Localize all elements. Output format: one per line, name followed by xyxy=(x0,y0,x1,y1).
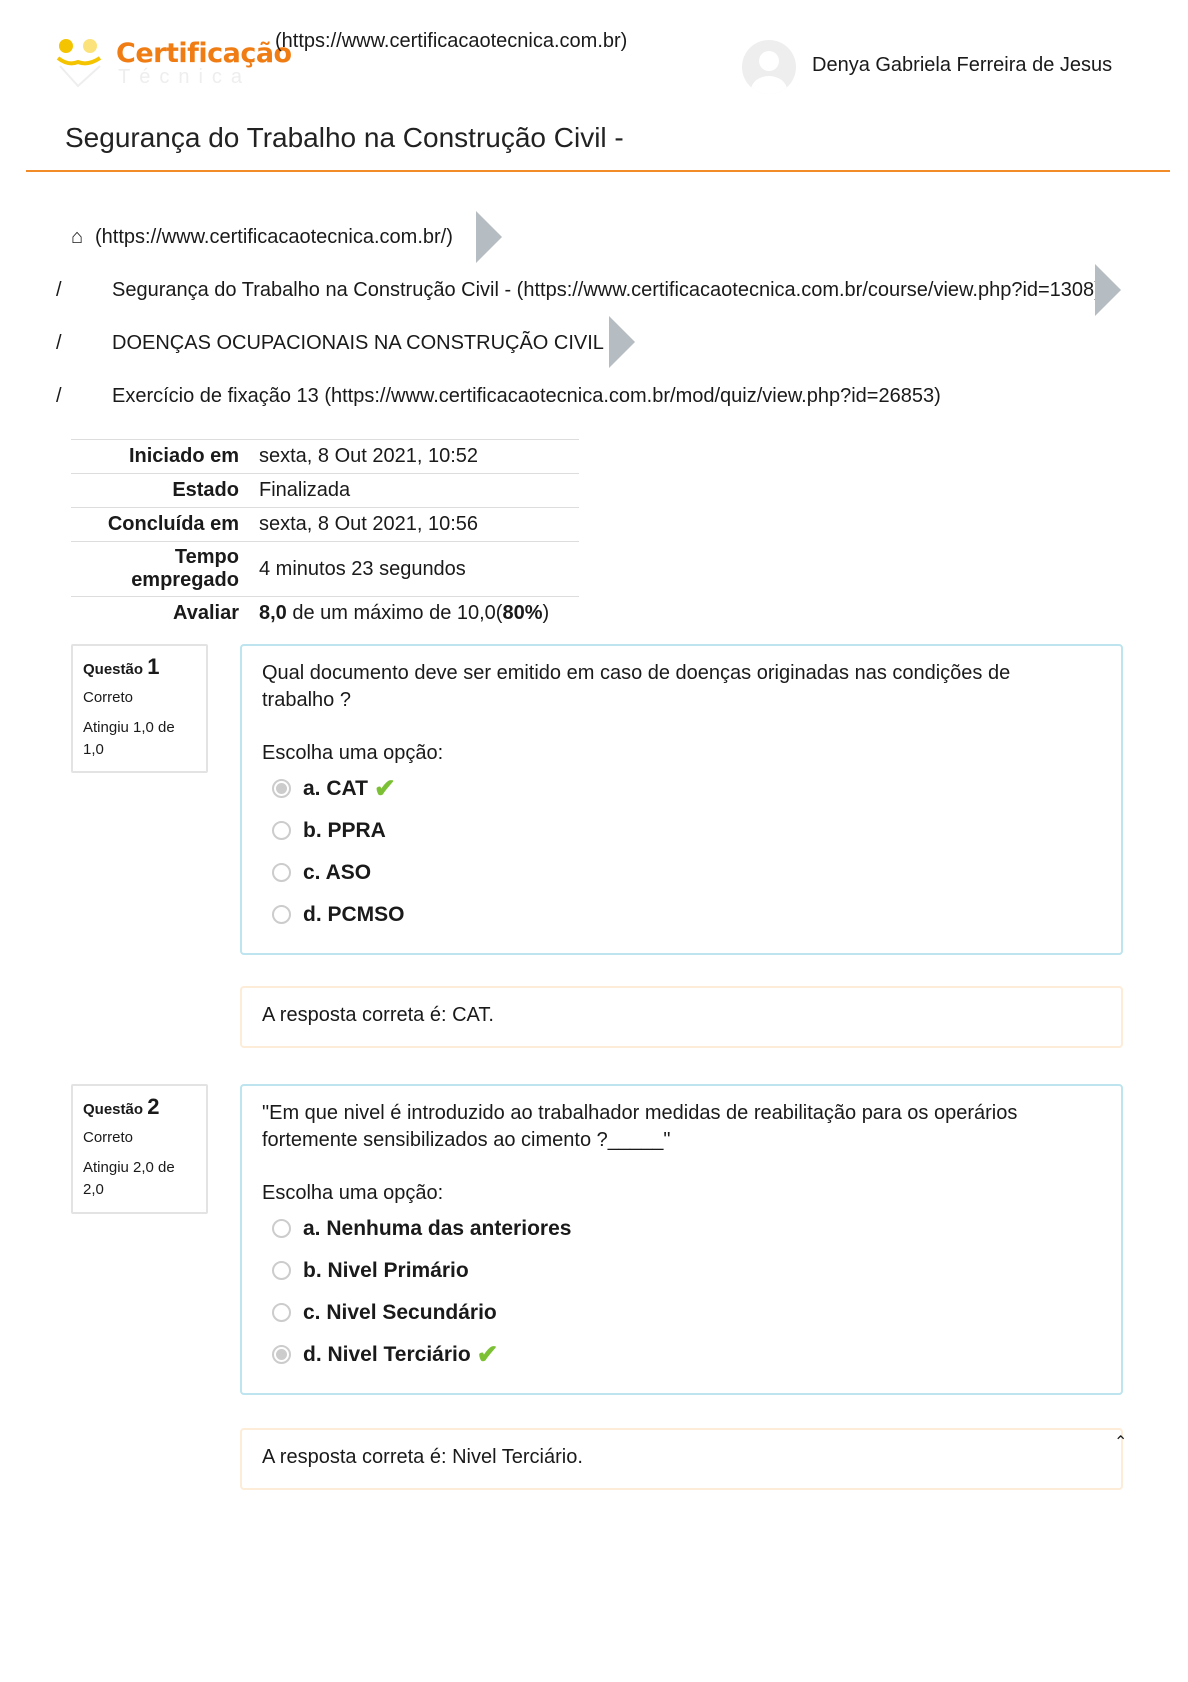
question-2-feedback: A resposta correta é: Nivel Terciário. xyxy=(240,1428,1123,1490)
breadcrumb-arrow-icon xyxy=(476,211,502,263)
breadcrumb-arrow-icon xyxy=(609,316,635,368)
question-text: Qual documento deve ser emitido em caso de doenças originadas nas condições de trabalho ? xyxy=(262,662,1011,711)
site-logo[interactable] xyxy=(56,36,292,94)
summary-grade: 8,0 de um máximo de 10,0(80%) xyxy=(259,597,579,631)
home-icon[interactable]: ⌂ xyxy=(71,226,84,248)
radio xyxy=(272,821,291,840)
question-1-info: Questão 1 Correto Atingiu 1,0 de 1,0 xyxy=(71,644,208,773)
radio xyxy=(272,1303,291,1322)
logo-readers-icon xyxy=(56,36,116,94)
option-b[interactable]: b. Nivel Primário xyxy=(262,1249,1101,1291)
header-divider xyxy=(26,170,1170,172)
page-title: Segurança do Trabalho na Construção Civil - xyxy=(65,122,624,153)
question-1-feedback: A resposta correta é: CAT. xyxy=(240,986,1123,1048)
radio-selected xyxy=(272,1345,291,1364)
logo-text: Certificação xyxy=(116,38,292,69)
option-d[interactable]: d. PCMSO xyxy=(262,893,1101,935)
summary-value: Finalizada xyxy=(259,474,579,508)
summary-label: Estado xyxy=(71,474,259,508)
option-d[interactable]: d. Nivel Terciário ✔ xyxy=(262,1333,1101,1375)
breadcrumb-separator: / xyxy=(56,332,62,354)
option-a[interactable]: a. Nenhuma das anteriores xyxy=(262,1207,1101,1249)
radio xyxy=(272,1261,291,1280)
radio-selected xyxy=(272,779,291,798)
avatar[interactable] xyxy=(742,40,796,94)
check-icon: ✔ xyxy=(476,1338,499,1369)
choose-prompt: Escolha uma opção: xyxy=(262,742,444,764)
breadcrumb-quiz[interactable]: Exercício de fixação 13 (https://www.certificacaotecnica.com.br/mod/quiz/view.php?id=26853) xyxy=(112,385,941,407)
breadcrumb-section[interactable]: DOENÇAS OCUPACIONAIS NA CONSTRUÇÃO CIVIL xyxy=(112,332,604,354)
summary-label: Iniciado em xyxy=(71,440,259,474)
breadcrumb-home[interactable]: (https://www.certificacaotecnica.com.br/) xyxy=(95,226,453,248)
radio xyxy=(272,1219,291,1238)
choose-prompt: Escolha uma opção: xyxy=(262,1182,444,1204)
question-status: Correto xyxy=(83,1129,134,1146)
summary-label: Avaliar xyxy=(71,597,259,631)
site-url-link[interactable]: (https://www.certificacaotecnica.com.br) xyxy=(275,30,628,52)
check-icon: ✔ xyxy=(373,772,396,803)
summary-label: Concluída em xyxy=(71,508,259,542)
user-name[interactable]: Denya Gabriela Ferreira de Jesus xyxy=(812,54,1113,76)
summary-value: sexta, 8 Out 2021, 10:52 xyxy=(259,440,579,474)
question-1-content xyxy=(240,644,1123,955)
summary-value: sexta, 8 Out 2021, 10:56 xyxy=(259,508,579,542)
question-text: "Em que nivel é introduzido ao trabalhador medidas de reabilitação para os operários fortemente sensibilizados ao cimento ?_____" xyxy=(262,1102,1018,1151)
attempt-summary xyxy=(71,439,579,631)
option-c[interactable]: c. Nivel Secundário xyxy=(262,1291,1101,1333)
question-status: Correto xyxy=(83,689,134,706)
breadcrumb-course[interactable]: Segurança do Trabalho na Construção Civil - (https://www.certificacaotecnica.com.br/course/view.php?id=1308) xyxy=(112,279,1101,301)
breadcrumb-separator: / xyxy=(56,385,62,407)
option-b[interactable]: b. PPRA xyxy=(262,809,1101,851)
radio xyxy=(272,905,291,924)
question-2-info: Questão 2 Correto Atingiu 2,0 de 2,0 xyxy=(71,1084,208,1214)
question-score: Atingiu 2,0 de 2,0 xyxy=(83,1159,175,1198)
scroll-top-chevron-up-icon[interactable]: ⌃ xyxy=(1114,1434,1128,1451)
summary-value: 4 minutos 23 segundos xyxy=(259,542,579,597)
breadcrumb-arrow-icon xyxy=(1095,264,1121,316)
option-c[interactable]: c. ASO xyxy=(262,851,1101,893)
breadcrumb-separator: / xyxy=(56,279,62,301)
option-a[interactable]: a. CAT ✔ xyxy=(262,767,1101,809)
question-2-content xyxy=(240,1084,1123,1395)
question-score: Atingiu 1,0 de 1,0 xyxy=(83,719,175,758)
logo-subtext: Técnica xyxy=(118,66,252,88)
radio xyxy=(272,863,291,882)
summary-label: Tempo empregado xyxy=(71,542,259,597)
